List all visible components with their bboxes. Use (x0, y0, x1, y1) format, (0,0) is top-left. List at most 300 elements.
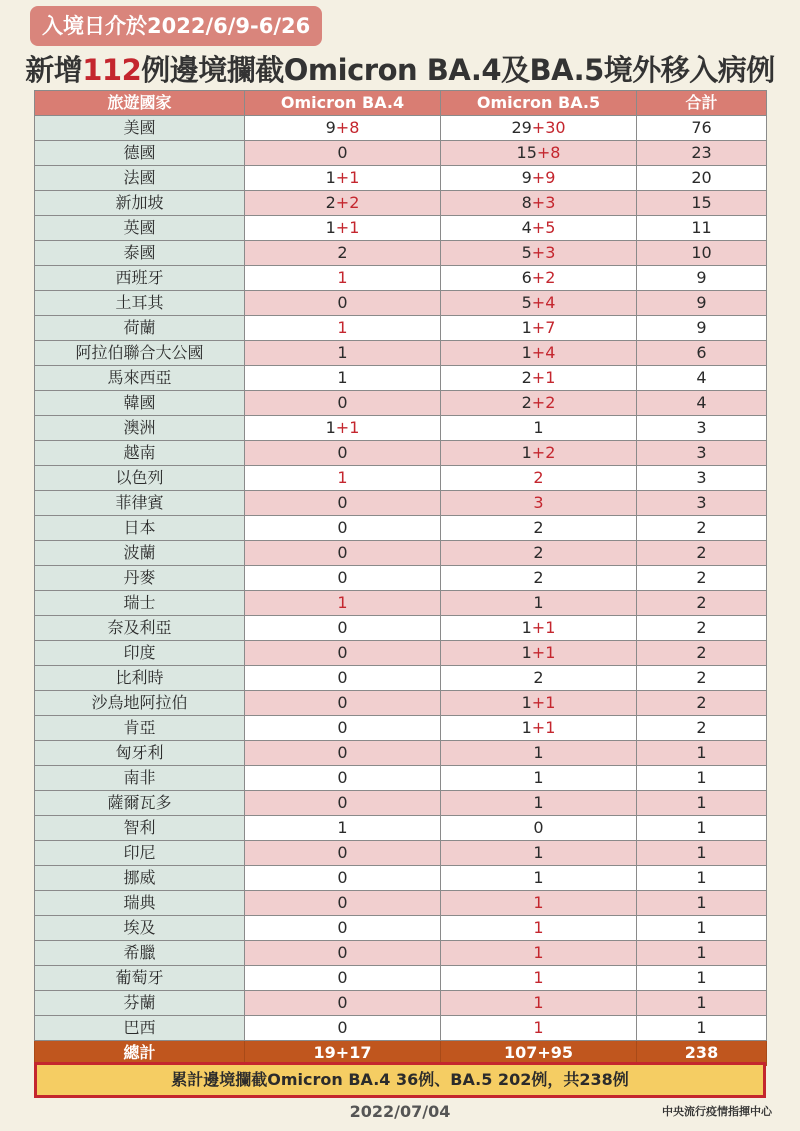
ba4-cell (245, 341, 441, 366)
ba5-cell (441, 691, 637, 716)
country-cell: 薩爾瓦多 (35, 791, 245, 816)
ba4-cell (245, 516, 441, 541)
new-count: +3 (531, 193, 556, 212)
ba4-cell (245, 416, 441, 441)
ba5-cell (441, 616, 637, 641)
country-cell: 瑞士 (35, 591, 245, 616)
base-count: 0 (337, 693, 348, 712)
table-row (35, 241, 767, 266)
table-row (35, 516, 767, 541)
base-count: 0 (337, 868, 348, 887)
table-row (35, 741, 767, 766)
base-count: 5 (521, 243, 532, 262)
row-total-cell: 2 (637, 691, 767, 716)
header-total: 合計 (637, 91, 767, 116)
ba4-cell (245, 741, 441, 766)
base-count: 1 (325, 168, 336, 187)
table-row (35, 941, 767, 966)
ba5-cell (441, 291, 637, 316)
country-cell: 馬來西亞 (35, 366, 245, 391)
ba5-cell (441, 816, 637, 841)
new-count: 1 (533, 993, 544, 1012)
row-total-cell: 1 (637, 916, 767, 941)
base-count: 9 (521, 168, 532, 187)
ba4-cell (245, 966, 441, 991)
publish-date: 2022/07/04 (349, 1102, 451, 1121)
total-ba5: 107+95 (441, 1041, 637, 1066)
row-total-cell: 15 (637, 191, 767, 216)
new-count: 1 (337, 318, 348, 337)
ba4-cell (245, 916, 441, 941)
table-row (35, 666, 767, 691)
ba4-cell (245, 191, 441, 216)
new-count: +30 (531, 118, 566, 137)
title-suffix: 例邊境攔截Omicron BA.4及BA.5境外移入病例 (141, 53, 775, 87)
base-count: 1 (521, 443, 532, 462)
date-range-badge: 入境日介於2022/6/9-6/26 (30, 6, 322, 46)
table-row (35, 216, 767, 241)
country-cell: 澳洲 (35, 416, 245, 441)
base-count: 2 (533, 543, 544, 562)
ba5-cell (441, 116, 637, 141)
country-cell: 荷蘭 (35, 316, 245, 341)
country-cell: 阿拉伯聯合大公國 (35, 341, 245, 366)
ba5-cell (441, 866, 637, 891)
country-cell: 智利 (35, 816, 245, 841)
country-cell: 匈牙利 (35, 741, 245, 766)
table-row (35, 141, 767, 166)
table-row (35, 291, 767, 316)
table-row (35, 716, 767, 741)
ba5-cell (441, 466, 637, 491)
country-cell: 美國 (35, 116, 245, 141)
row-total-cell: 3 (637, 466, 767, 491)
base-count: 2 (533, 518, 544, 537)
new-count: +1 (335, 168, 360, 187)
ba4-cell (245, 816, 441, 841)
country-cell: 丹麥 (35, 566, 245, 591)
ba5-cell (441, 316, 637, 341)
row-total-cell: 9 (637, 316, 767, 341)
new-count: +9 (531, 168, 556, 187)
table-row (35, 391, 767, 416)
ba5-cell (441, 841, 637, 866)
ba5-cell (441, 891, 637, 916)
row-total-cell: 1 (637, 841, 767, 866)
table-row (35, 866, 767, 891)
base-count: 9 (325, 118, 336, 137)
row-total-cell: 2 (637, 566, 767, 591)
new-count: +5 (531, 218, 556, 237)
table-row (35, 316, 767, 341)
new-count: +1 (531, 368, 556, 387)
base-count: 2 (337, 243, 348, 262)
country-cell: 日本 (35, 516, 245, 541)
row-total-cell: 1 (637, 791, 767, 816)
row-total-cell: 2 (637, 641, 767, 666)
base-count: 0 (337, 668, 348, 687)
table-row (35, 591, 767, 616)
table-row (35, 416, 767, 441)
base-count: 1 (521, 343, 532, 362)
country-cell: 越南 (35, 441, 245, 466)
country-cell: 希臘 (35, 941, 245, 966)
ba5-cell (441, 241, 637, 266)
ba4-cell (245, 566, 441, 591)
ba4-cell (245, 366, 441, 391)
base-count: 6 (521, 268, 532, 287)
ba4-cell (245, 466, 441, 491)
new-count: +4 (531, 293, 556, 312)
ba5-cell (441, 791, 637, 816)
base-count: 1 (325, 218, 336, 237)
base-count: 1 (533, 593, 544, 612)
ba5-cell (441, 916, 637, 941)
row-total-cell: 2 (637, 516, 767, 541)
base-count: 29 (511, 118, 532, 137)
cases-table (34, 90, 767, 1066)
table-row (35, 466, 767, 491)
ba4-cell (245, 316, 441, 341)
base-count: 1 (521, 618, 532, 637)
ba5-cell (441, 266, 637, 291)
country-cell: 法國 (35, 166, 245, 191)
table-body (35, 116, 767, 1041)
ba5-cell (441, 366, 637, 391)
row-total-cell: 9 (637, 291, 767, 316)
country-cell: 以色列 (35, 466, 245, 491)
header-country: 旅遊國家 (35, 91, 245, 116)
table-row (35, 641, 767, 666)
base-count: 0 (337, 968, 348, 987)
new-count: +1 (531, 643, 556, 662)
country-cell: 西班牙 (35, 266, 245, 291)
table-row (35, 191, 767, 216)
table-row (35, 116, 767, 141)
ba4-cell (245, 116, 441, 141)
base-count: 1 (533, 868, 544, 887)
base-count: 0 (337, 443, 348, 462)
base-count: 5 (521, 293, 532, 312)
table-row (35, 341, 767, 366)
new-count: 1 (533, 968, 544, 987)
row-total-cell: 10 (637, 241, 767, 266)
base-count: 0 (337, 1018, 348, 1037)
country-cell: 新加坡 (35, 191, 245, 216)
country-cell: 比利時 (35, 666, 245, 691)
table-row (35, 766, 767, 791)
country-cell: 韓國 (35, 391, 245, 416)
new-count: +2 (531, 268, 556, 287)
new-count: +7 (531, 318, 556, 337)
table-row (35, 491, 767, 516)
base-count: 0 (337, 743, 348, 762)
base-count: 0 (533, 818, 544, 837)
base-count: 0 (337, 493, 348, 512)
table-row (35, 966, 767, 991)
base-count: 1 (337, 368, 348, 387)
country-cell: 巴西 (35, 1016, 245, 1041)
ba4-cell (245, 891, 441, 916)
title-prefix: 新增 (25, 53, 83, 87)
row-total-cell: 11 (637, 216, 767, 241)
new-count: 1 (337, 268, 348, 287)
new-count: 1 (533, 943, 544, 962)
country-cell: 印尼 (35, 841, 245, 866)
row-total-cell: 1 (637, 866, 767, 891)
ba4-cell (245, 141, 441, 166)
ba5-cell (441, 516, 637, 541)
base-count: 1 (533, 793, 544, 812)
base-count: 0 (337, 393, 348, 412)
total-ba4: 19+17 (245, 1041, 441, 1066)
ba5-cell (441, 191, 637, 216)
ba5-cell (441, 666, 637, 691)
base-count: 0 (337, 793, 348, 812)
new-count: +1 (335, 218, 360, 237)
country-cell: 葡萄牙 (35, 966, 245, 991)
new-count: +1 (531, 693, 556, 712)
table-row (35, 441, 767, 466)
ba4-cell (245, 841, 441, 866)
ba4-cell (245, 941, 441, 966)
base-count: 15 (516, 143, 537, 162)
table-header-row (35, 91, 767, 116)
ba4-cell (245, 866, 441, 891)
ba4-cell (245, 441, 441, 466)
ba4-cell (245, 991, 441, 1016)
table-row (35, 616, 767, 641)
ba5-cell (441, 416, 637, 441)
table-row (35, 266, 767, 291)
table-row (35, 791, 767, 816)
country-cell: 沙烏地阿拉伯 (35, 691, 245, 716)
new-count: 1 (337, 468, 348, 487)
base-count: 0 (337, 143, 348, 162)
base-count: 0 (337, 918, 348, 937)
row-total-cell: 4 (637, 391, 767, 416)
ba4-cell (245, 616, 441, 641)
base-count: 0 (337, 568, 348, 587)
country-cell: 瑞典 (35, 891, 245, 916)
row-total-cell: 9 (637, 266, 767, 291)
country-cell: 芬蘭 (35, 991, 245, 1016)
row-total-cell: 2 (637, 591, 767, 616)
ba4-cell (245, 791, 441, 816)
table-row (35, 916, 767, 941)
row-total-cell: 1 (637, 741, 767, 766)
base-count: 2 (521, 368, 532, 387)
table-row (35, 166, 767, 191)
new-count: 1 (533, 893, 544, 912)
new-count: +1 (531, 718, 556, 737)
ba5-cell (441, 716, 637, 741)
row-total-cell: 3 (637, 491, 767, 516)
base-count: 4 (521, 218, 532, 237)
ba5-cell (441, 141, 637, 166)
row-total-cell: 1 (637, 991, 767, 1016)
source-agency: 中央流行疫情指揮中心 (662, 1105, 772, 1118)
base-count: 2 (533, 668, 544, 687)
base-count: 1 (521, 643, 532, 662)
new-count: +4 (531, 343, 556, 362)
ba4-cell (245, 291, 441, 316)
new-count: 1 (533, 1018, 544, 1037)
row-total-cell: 2 (637, 541, 767, 566)
row-total-cell: 1 (637, 966, 767, 991)
ba5-cell (441, 216, 637, 241)
base-count: 0 (337, 943, 348, 962)
ba5-cell (441, 441, 637, 466)
table-row (35, 841, 767, 866)
ba4-cell (245, 541, 441, 566)
ba4-cell (245, 1016, 441, 1041)
base-count: 1 (337, 818, 348, 837)
new-count: 1 (533, 918, 544, 937)
total-label: 總計 (35, 1041, 245, 1066)
base-count: 0 (337, 543, 348, 562)
new-count: +8 (536, 143, 561, 162)
country-cell: 奈及利亞 (35, 616, 245, 641)
base-count: 1 (533, 843, 544, 862)
new-count: +1 (531, 618, 556, 637)
header-ba4: Omicron BA.4 (245, 91, 441, 116)
country-cell: 挪威 (35, 866, 245, 891)
row-total-cell: 3 (637, 441, 767, 466)
base-count: 1 (325, 418, 336, 437)
new-count: +2 (531, 393, 556, 412)
ba5-cell (441, 391, 637, 416)
table-row (35, 891, 767, 916)
ba5-cell (441, 941, 637, 966)
table-row (35, 541, 767, 566)
row-total-cell: 1 (637, 941, 767, 966)
ba5-cell (441, 566, 637, 591)
ba5-cell (441, 166, 637, 191)
total-all: 238 (637, 1041, 767, 1066)
base-count: 1 (521, 693, 532, 712)
base-count: 0 (337, 618, 348, 637)
new-count: 1 (337, 593, 348, 612)
base-count: 2 (325, 193, 336, 212)
ba5-cell (441, 591, 637, 616)
base-count: 1 (337, 343, 348, 362)
row-total-cell: 4 (637, 366, 767, 391)
base-count: 0 (337, 993, 348, 1012)
new-count: +3 (531, 243, 556, 262)
row-total-cell: 20 (637, 166, 767, 191)
country-cell: 埃及 (35, 916, 245, 941)
base-count: 1 (521, 318, 532, 337)
header-ba5: Omicron BA.5 (441, 91, 637, 116)
ba4-cell (245, 266, 441, 291)
ba5-cell (441, 1016, 637, 1041)
base-count: 0 (337, 843, 348, 862)
table-row (35, 991, 767, 1016)
base-count: 8 (521, 193, 532, 212)
country-cell: 泰國 (35, 241, 245, 266)
row-total-cell: 3 (637, 416, 767, 441)
ba5-cell (441, 491, 637, 516)
row-total-cell: 76 (637, 116, 767, 141)
ba4-cell (245, 766, 441, 791)
base-count: 1 (533, 768, 544, 787)
base-count: 0 (337, 643, 348, 662)
row-total-cell: 1 (637, 766, 767, 791)
row-total-cell: 2 (637, 616, 767, 641)
ba4-cell (245, 216, 441, 241)
base-count: 0 (337, 518, 348, 537)
country-cell: 波蘭 (35, 541, 245, 566)
table-row (35, 1016, 767, 1041)
base-count: 2 (521, 393, 532, 412)
ba4-cell (245, 241, 441, 266)
table-row (35, 566, 767, 591)
country-cell: 肯亞 (35, 716, 245, 741)
country-cell: 土耳其 (35, 291, 245, 316)
row-total-cell: 2 (637, 666, 767, 691)
base-count: 0 (337, 293, 348, 312)
row-total-cell: 6 (637, 341, 767, 366)
ba5-cell (441, 641, 637, 666)
row-total-cell: 23 (637, 141, 767, 166)
table-row (35, 366, 767, 391)
new-count: +2 (531, 443, 556, 462)
title-highlight-count: 112 (82, 53, 142, 87)
ba4-cell (245, 166, 441, 191)
ba5-cell (441, 966, 637, 991)
ba5-cell (441, 341, 637, 366)
ba4-cell (245, 641, 441, 666)
country-cell: 德國 (35, 141, 245, 166)
table-row (35, 816, 767, 841)
base-count: 2 (533, 568, 544, 587)
country-cell: 英國 (35, 216, 245, 241)
ba4-cell (245, 691, 441, 716)
base-count: 1 (533, 743, 544, 762)
country-cell: 菲律賓 (35, 491, 245, 516)
ba4-cell (245, 591, 441, 616)
base-count: 1 (533, 418, 544, 437)
base-count: 0 (337, 893, 348, 912)
country-cell: 印度 (35, 641, 245, 666)
cumulative-summary: 累計邊境攔截Omicron BA.4 36例、BA.5 202例，共238例 (34, 1062, 766, 1098)
new-count: +1 (335, 418, 360, 437)
page-title (0, 48, 800, 92)
ba5-cell (441, 541, 637, 566)
ba5-cell (441, 741, 637, 766)
ba4-cell (245, 391, 441, 416)
new-count: +8 (335, 118, 360, 137)
base-count: 1 (521, 718, 532, 737)
row-total-cell: 1 (637, 816, 767, 841)
new-count: 3 (533, 493, 544, 512)
ba4-cell (245, 716, 441, 741)
new-count: +2 (335, 193, 360, 212)
base-count: 0 (337, 768, 348, 787)
country-cell: 南非 (35, 766, 245, 791)
row-total-cell: 2 (637, 716, 767, 741)
new-count: 2 (533, 468, 544, 487)
row-total-cell: 1 (637, 1016, 767, 1041)
base-count: 0 (337, 718, 348, 737)
table-row (35, 691, 767, 716)
ba4-cell (245, 666, 441, 691)
ba4-cell (245, 491, 441, 516)
ba5-cell (441, 766, 637, 791)
row-total-cell: 1 (637, 891, 767, 916)
ba5-cell (441, 991, 637, 1016)
